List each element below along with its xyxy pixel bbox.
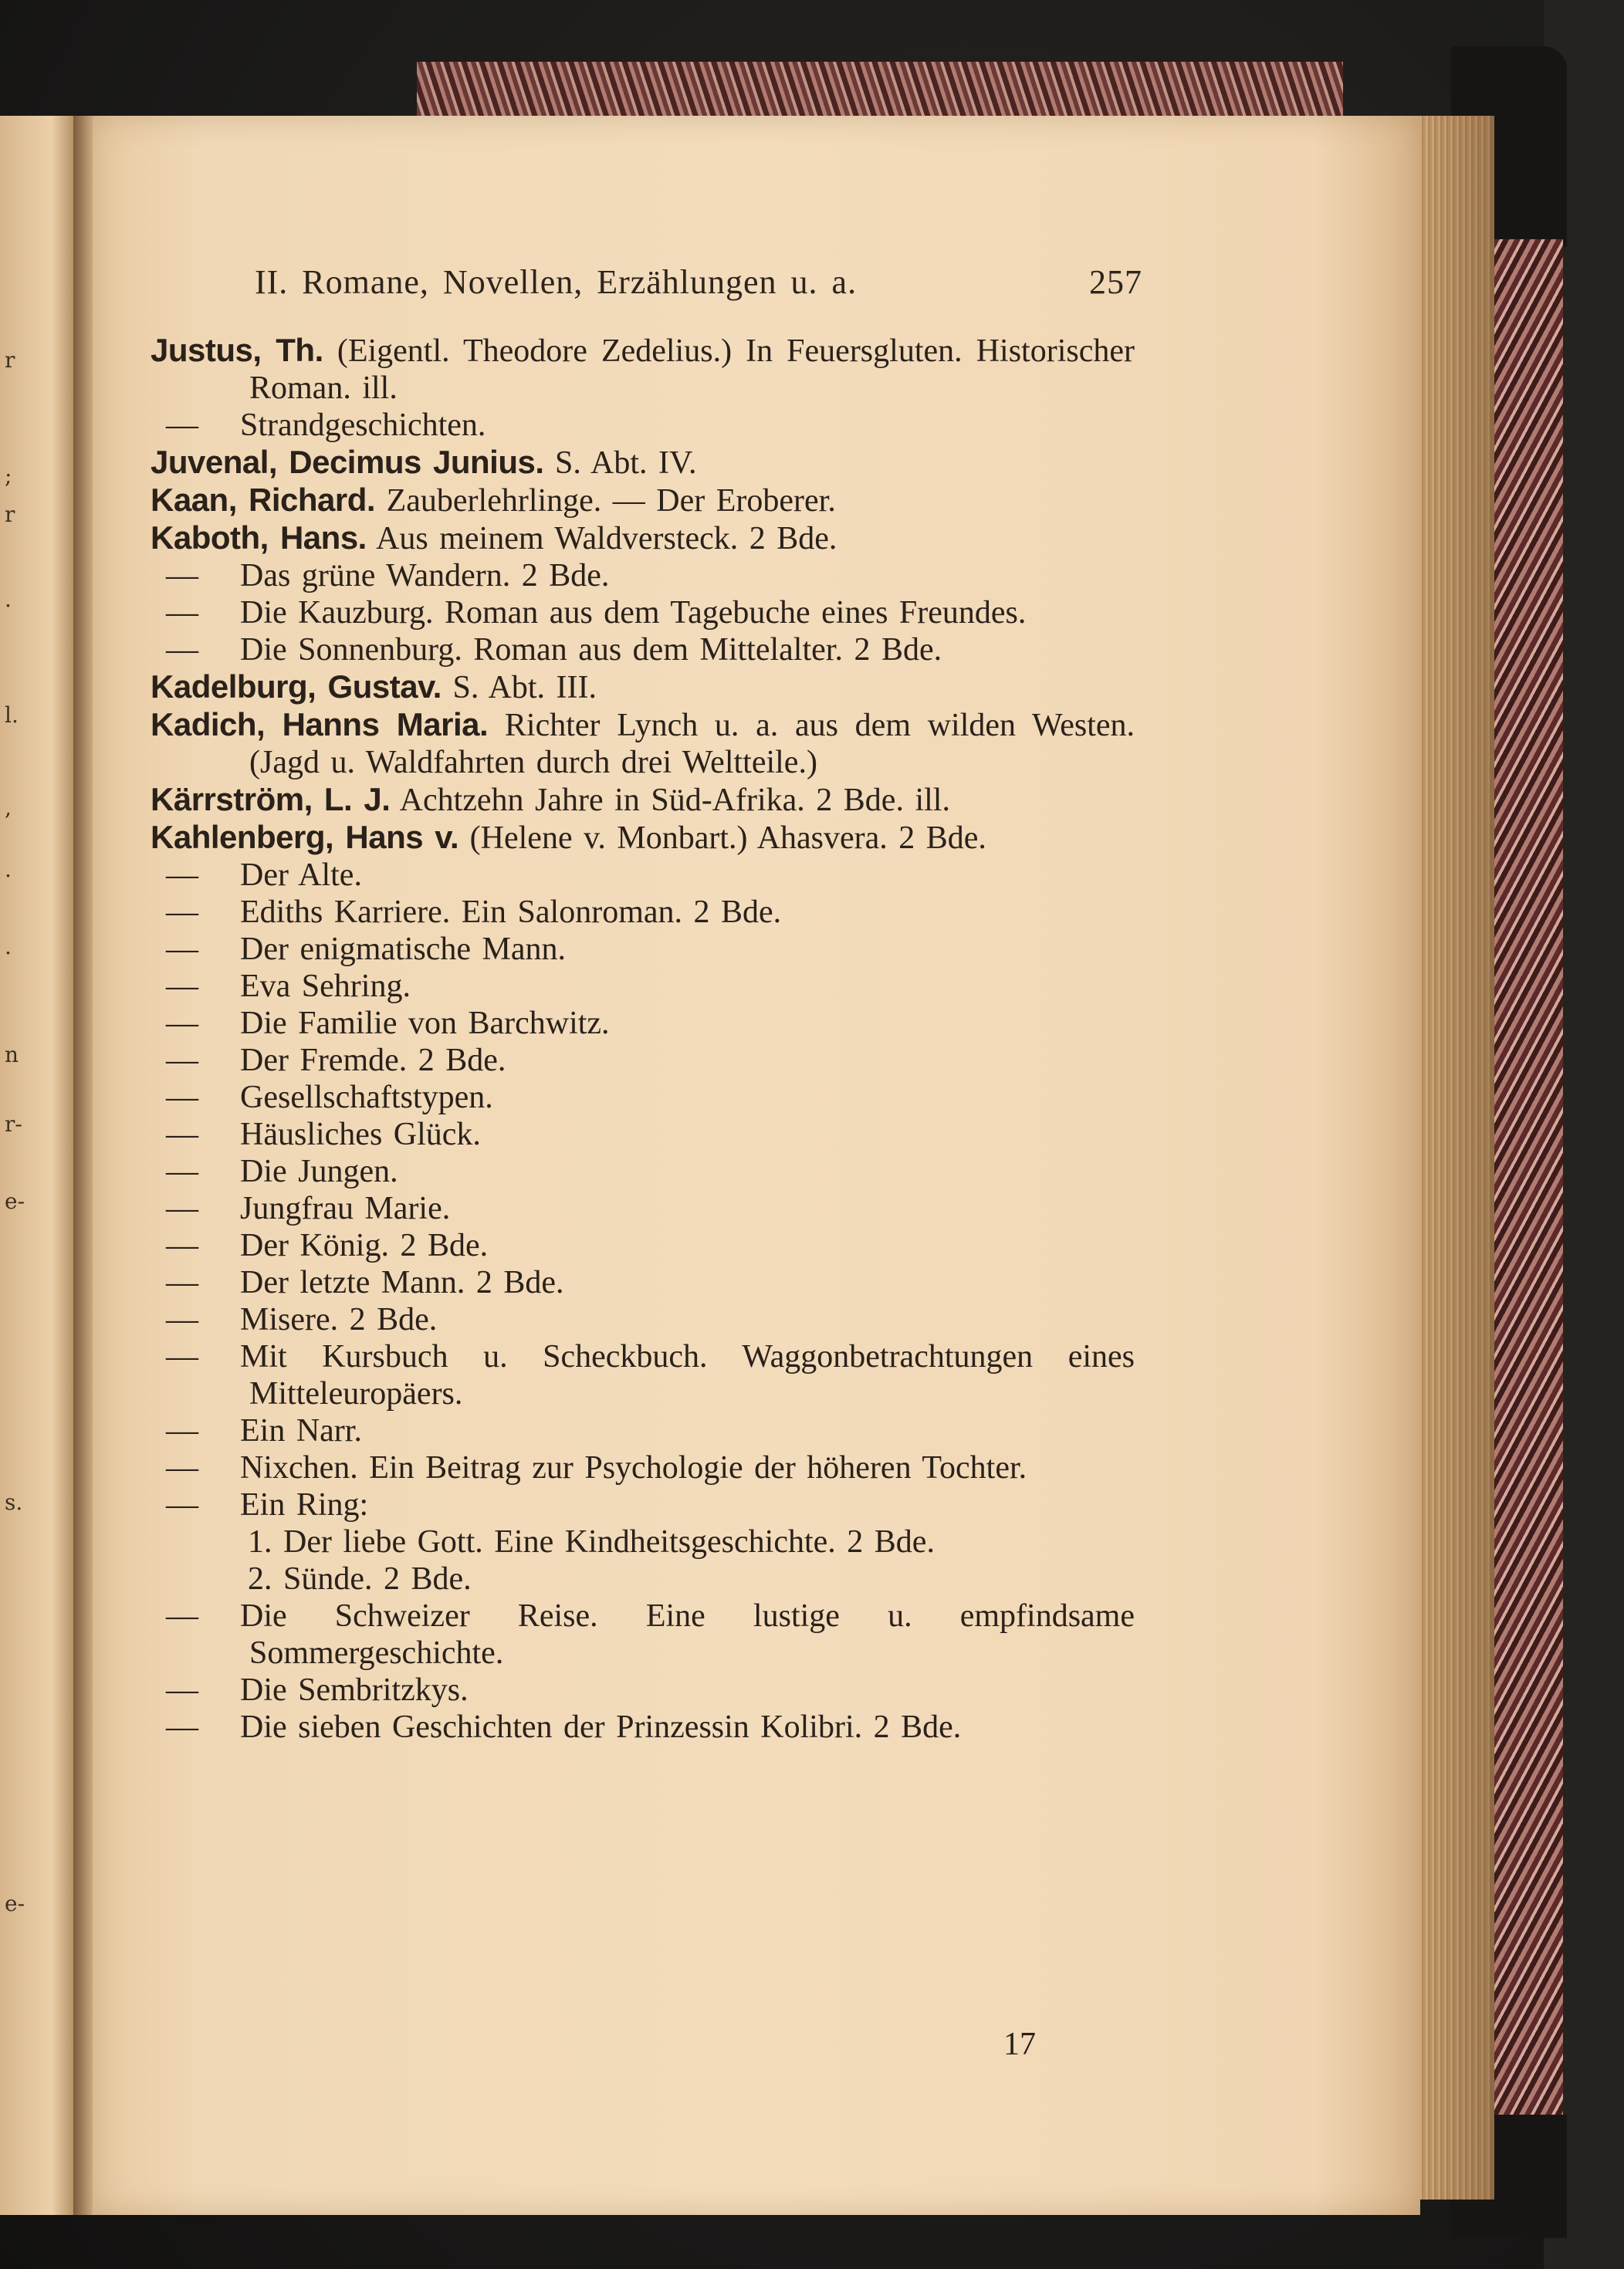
catalog-entry: [151, 781, 1135, 819]
facing-page-fragment: .: [5, 587, 12, 612]
ditto-dash: —: [166, 1043, 198, 1078]
facing-page-fragment: r: [5, 347, 15, 373]
catalog-sub-entry: [151, 407, 1135, 444]
entry-title: Achtzehn Jahre in Süd-Afrika. 2 Bde. ill.: [399, 783, 950, 818]
entry-title: (Helene v. Monbart.) Ahasvera. 2 Bde.: [469, 820, 986, 856]
facing-page-fragment: l.: [5, 702, 19, 728]
entry-title: Der letzte Mann. 2 Bde.: [240, 1265, 564, 1300]
facing-page-fragment: e-: [5, 1189, 25, 1214]
entry-title: Die Jungen.: [240, 1154, 398, 1189]
entry-title: Misere. 2 Bde.: [240, 1302, 438, 1337]
catalog-sub-entry: [151, 1227, 1135, 1264]
entry-title: Eva Sehring.: [240, 969, 411, 1004]
facing-page-fragment: r: [5, 502, 15, 527]
entry-title: Die Kauzburg. Roman aus dem Tagebuche eines Freundes.: [240, 595, 1027, 631]
catalog-entry: [151, 819, 1135, 857]
entry-title: Der enigmatische Mann.: [240, 932, 567, 967]
ditto-dash: —: [166, 1117, 198, 1152]
ditto-dash: —: [166, 857, 198, 893]
catalog-entry: [151, 519, 1135, 557]
entry-title: Gesellschaftstypen.: [240, 1080, 493, 1115]
facing-page-fragment: ;: [5, 463, 12, 489]
catalog-sub-entry: [151, 968, 1135, 1005]
ditto-dash: —: [166, 932, 198, 967]
catalog-entry: [151, 482, 1135, 519]
entry-author: Kärrström, L. J.: [151, 781, 391, 817]
entry-author: Kaboth, Hans.: [151, 519, 367, 556]
catalog-sub-entry: [151, 1709, 1135, 1746]
catalog-sub-entry: [151, 557, 1135, 594]
entry-title: Die Familie von Barchwitz.: [240, 1006, 610, 1041]
ditto-dash: —: [166, 407, 198, 443]
signature-mark: 17: [1003, 2027, 1036, 2062]
catalog-entries: [151, 332, 1135, 1746]
entry-title: Die Sembritzkys.: [240, 1672, 469, 1708]
catalog-sub-entry: [151, 1153, 1135, 1190]
catalog-sub-entry: [151, 1264, 1135, 1301]
ditto-dash: —: [166, 1413, 198, 1449]
facing-page-fragments: [5, 116, 36, 2200]
entry-title: Häusliches Glück.: [240, 1117, 481, 1152]
page-number: 257: [1089, 263, 1142, 301]
entry-title: Strandgeschichten.: [240, 407, 486, 443]
entry-title: Nixchen. Ein Beitrag zur Psychologie der höheren Tochter.: [240, 1450, 1027, 1486]
facing-page-fragment: ,: [5, 795, 12, 820]
catalog-sub-entry: [151, 931, 1135, 968]
catalog-sub-entry: [151, 631, 1135, 668]
entry-author: Kadelburg, Gustav.: [151, 668, 442, 705]
ditto-dash: —: [166, 632, 198, 668]
entry-title: (Eigentl. Theodore Zedelius.) In Feuersgluten. Historischer Roman. ill.: [249, 333, 1135, 406]
catalog-sub-entry: [151, 1449, 1135, 1486]
catalog-sub-entry: [151, 1598, 1135, 1672]
entry-title: Der König. 2 Bde.: [240, 1228, 489, 1263]
catalog-numbered-entry: [151, 1523, 1135, 1561]
catalog-sub-entry: [151, 594, 1135, 631]
entry-title: Richter Lynch u. a. aus dem wilden Westen. (Jagd u. Waldfahrten durch drei Weltteile.): [249, 708, 1135, 780]
entry-title: Der Alte.: [240, 857, 362, 893]
entry-title: 2. Sünde. 2 Bde.: [248, 1561, 472, 1597]
entry-title: Die Schweizer Reise. Eine lustige u. empfindsame Sommergeschichte.: [240, 1598, 1135, 1671]
catalog-sub-entry: [151, 1412, 1135, 1449]
ditto-dash: —: [166, 558, 198, 593]
ditto-dash: —: [166, 894, 198, 930]
running-head-title: II. Romane, Novellen, Erzählungen u. a.: [255, 263, 858, 301]
facing-page-fragment: s.: [5, 1490, 23, 1515]
entry-title: Jungfrau Marie.: [240, 1191, 451, 1226]
catalog-sub-entry: [151, 894, 1135, 931]
marbled-edge-top: [417, 62, 1343, 116]
catalog-sub-entry: [151, 1672, 1135, 1709]
entry-title: Aus meinem Waldversteck. 2 Bde.: [376, 521, 837, 556]
running-head: [255, 262, 1142, 309]
entry-title: Die Sonnenburg. Roman aus dem Mittelalter. 2 Bde.: [240, 632, 942, 668]
entry-title: Das grüne Wandern. 2 Bde.: [240, 558, 610, 593]
entry-author: Kadich, Hanns Maria.: [151, 706, 489, 742]
entry-author: Kahlenberg, Hans v.: [151, 819, 459, 855]
ditto-dash: —: [166, 1709, 198, 1745]
facing-page-fragment: .: [5, 934, 12, 959]
ditto-dash: —: [166, 1191, 198, 1226]
catalog-sub-entry: [151, 1190, 1135, 1227]
ditto-dash: —: [166, 1672, 198, 1708]
catalog-entry: [151, 444, 1135, 482]
ditto-dash: —: [166, 1006, 198, 1041]
ditto-dash: —: [166, 1302, 198, 1337]
entry-title: Ein Narr.: [240, 1413, 362, 1449]
entry-title: Ediths Karriere. Ein Salonroman. 2 Bde.: [240, 894, 782, 930]
ditto-dash: —: [166, 969, 198, 1004]
catalog-sub-entry: [151, 1338, 1135, 1412]
entry-title: Die sieben Geschichten der Prinzessin Kolibri. 2 Bde.: [240, 1709, 962, 1745]
catalog-sub-entry: [151, 1005, 1135, 1042]
ditto-dash: —: [166, 1154, 198, 1189]
facing-page-fragment: e-: [5, 1891, 25, 1916]
entry-author: Juvenal, Decimus Junius.: [151, 444, 544, 480]
facing-page-fragment: .: [5, 857, 12, 882]
entry-author: Justus, Th.: [151, 332, 323, 368]
catalog-sub-entry: [151, 1116, 1135, 1153]
entry-title: 1. Der liebe Gott. Eine Kindheitsgeschichte. 2 Bde.: [248, 1524, 935, 1560]
entry-title: Mit Kursbuch u. Scheckbuch. Waggonbetrachtungen eines Mitteleuropäers.: [240, 1339, 1135, 1412]
ditto-dash: —: [166, 1598, 198, 1634]
facing-page-fragment: n: [5, 1042, 19, 1067]
catalog-sub-entry: [151, 1486, 1135, 1523]
catalog-sub-entry: [151, 1042, 1135, 1079]
catalog-sub-entry: [151, 1079, 1135, 1116]
entry-title: Zauberlehrlinge. — Der Eroberer.: [386, 483, 836, 519]
catalog-entry: [151, 706, 1135, 781]
entry-title: Ein Ring:: [240, 1487, 369, 1523]
ditto-dash: —: [166, 1450, 198, 1486]
ditto-dash: —: [166, 1228, 198, 1263]
facing-page-fragment: r-: [5, 1111, 22, 1137]
ditto-dash: —: [166, 1080, 198, 1115]
entry-title: S. Abt. III.: [452, 670, 597, 705]
catalog-numbered-entry: [151, 1561, 1135, 1598]
ditto-dash: —: [166, 1339, 198, 1375]
entry-title: S. Abt. IV.: [555, 445, 697, 481]
catalog-sub-entry: [151, 857, 1135, 894]
catalog-sub-entry: [151, 1301, 1135, 1338]
entry-title: Der Fremde. 2 Bde.: [240, 1043, 506, 1078]
catalog-entry: [151, 332, 1135, 407]
entry-author: Kaan, Richard.: [151, 482, 376, 518]
catalog-entry: [151, 668, 1135, 706]
ditto-dash: —: [166, 595, 198, 631]
ditto-dash: —: [166, 1265, 198, 1300]
ditto-dash: —: [166, 1487, 198, 1523]
marbled-edge-right: [1494, 239, 1563, 2130]
